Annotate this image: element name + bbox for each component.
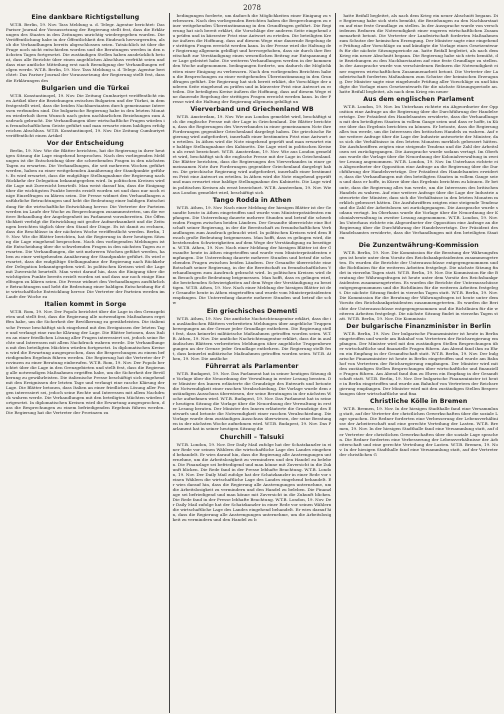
article-heading: Vor der Entscheidung (46, 139, 124, 147)
article-body: W.T.B. Berlin, 19. Nov. Die Kommission für die Beratung der Währungsfragen ist heute unter dem Vorsitz des Reichsbankpräsidenten zusammengetreten. Es wurden die Berichte der Unterausschüsse entgegengenommen und die Richtlinien für die weiteren Arbeiten festgelegt. Die nächste Sitzung findet in vierzehn Tagen statt. W.T.B. Berlin, 19. Nov. Die Kommission für die Beratung der Währungsfragen ist heute unter dem Vorsitz des Reichsbankpräsidenten zusammengetreten. Es wurden die Berichte der Unterausschüsse entgegengenommen und die Richtlinien für die weiteren Arbeiten festgelegt. Die nächste Sitzung findet in vierzehn Tagen statt. W.T.B. Berlin, 19. Nov. Die Kommission für die Beratung der Währungsfragen ist heute unter dem Vorsitz des Reichsbankpräsidenten zusammengetreten. Es wurden die Berichte der Unterausschüsse entgegengenommen und die Richtlinien für die weiteren Arbeiten festgelegt. Die nächste Sitzung findet in vierzehn Tagen statt. W.T.B. Berlin, 19. Nov. Die Kommissio (339, 250, 499, 321)
article-heading: Die Zunzentwährung-Kommission (358, 242, 479, 250)
article (6, 85, 165, 138)
article-body: W.T.B. Konstantinopel, 19. Nov. Die Zeitung Cumhuriyet veröffentlicht einen Artikel über die Beziehungen zwischen Bulgarien und der Türkei, in dem festgestellt wird, dass die beiden Nachbarstaaten durch gemeinsame Interessen verbunden sind. Die bulgarische Regierung habe in den letzten Monaten wiederholt ihren Wunsch nach guten nachbarlichen Beziehungen zum Ausdruck gebracht. Die Verhandlungen über wirtschaftliche Fragen würden in freundschaftlichem Geiste geführt und man erwarte einen baldigen erfolgreichen Abschluss. W.T.B. Konstantinopel, 19. Nov. Die Zeitung Cumhuriyet veröffentlicht einen Artikel (6, 92, 165, 138)
article-heading: Christliche Kölle in Bremen (370, 398, 468, 406)
article-body: W.T.B. Berlin, 19. Nov. Der bulgarische Finanzminister ist heute in Berlin eingetroffen und wurde am Bahnhof von Vertretern der Reichsregierung empfangen. Der Minister wird mit den zuständigen Stellen Besprechungen über wirtschaftliche und finanzielle Fragen führen. Am Abend fand ihm zu Ehren ein Empfang in der Gesandtschaft statt. W.T.B. Berlin, 19. Nov. Der bulgarische Finanzminister ist heute in Berlin eingetroffen und wurde am Bahnhof von Vertretern der Reichsregierung empfangen. Der Minister wird mit den zuständigen Stellen Besprechungen über wirtschaftliche und finanzielle Fragen führen. Am Abend fand ihm zu Ehren ein Empfang in der Gesandtschaft statt. W.T.B. Berlin, 19. Nov. Der bulgarische Finanzminister ist heute in Berlin eingetroffen und wurde am Bahnhof von Vertretern der Reichsregierung empfangen. Der Minister wird mit den zuständigen Stellen Besprechungen über wirtschaftliche und fina (339, 330, 499, 397)
article-body: W.T.B. Berlin, 19. Nov. Tass Meldung u. d. Telegr. Agentur berichtet: Das Pariser Journal der Voraussetzung der Regierung stellt fest, dass die Erklärungen des Staates in den Zeitungen unrichtig wiedergegeben wurden. Die Veröffentlichung habe in der Öffentlichkeit den Eindruck hervorgerufen, als ob die Verhandlungen bereits abgeschlossen seien. Tatsächlich ist über die Frage noch nicht entschieden worden und die Beratungen werden in den nächsten Tagen fortgesetzt. Die zuständigen Stellen haben ausdrücklich betont, dass alle Berichte über einen angeblichen Abschluss verfrüht seien und dass eine amtliche Mitteilung erst nach Beendigung der Verhandlungen erfolgen werde. W.T.B. Berlin, 19. Nov. Tass Meldung u. d. Telegr. Agentur berichtet: Das Pariser Journal der Voraussetzung der Regierung stellt fest, dass die Erklärungen des (6, 22, 165, 83)
article-body: W.T.B. Athen, 19. Nov. Nach einer Meldung der hiesigen Blätter ist der Gesandte heute in Athen eingetroffen und wurde vom Ministerpräsidenten empfangen. Die Unterredung dauerte mehrere Stunden und betraf die schwebenden Fragen zwischen beiden Ländern. Der Gesandte überreichte eine Botschaft seiner Regierung, in der die Bereitschaft zu freundschaftlichen Verhandlungen zum Ausdruck gebracht wird. In politischen Kreisen wird dem Besuch große Bedeutung beigemessen. Man hofft, dass es gelingen wird, die bestehenden Schwierigkeiten auf dem Wege der Verständigung zu beseitigen. W.T.B. Athen, 19. Nov. Nach einer Meldung der hiesigen Blätter ist der Gesandte heute in Athen eingetroffen und wurde vom Ministerpräsidenten empfangen. Die Unterredung dauerte mehrere Stunden und betraf die schwebenden Fragen zwischen beiden Ländern. Der Gesandte überreichte eine Botschaft seiner Regierung, in der die Bereitschaft zu freundschaftlichen Verhandlungen zum Ausdruck gebracht wird. In politischen Kreisen wird dem Besuch große Bedeutung beigemessen. Man hofft, dass es gelingen wird, die bestehenden Schwierigkeiten auf dem Wege der Verständigung zu beseitigen. W.T.B. Athen, 19. Nov. Nach einer Meldung der hiesigen Blätter ist der Gesandte heute in Athen eingetroffen und wurde vom Ministerpräsidenten empfangen. Die Unterredung dauerte mehrere Stunden und betraf die schw (172, 204, 332, 306)
article-heading: Tango Rodda in Athen (212, 196, 292, 204)
column-2 (169, 13, 332, 713)
article (339, 96, 498, 240)
article (173, 197, 332, 306)
article (339, 398, 498, 456)
article-body: W.T.B. Amsterdam, 19. Nov. Wie aus London gemeldet wird, beschäftigt sich die englische Presse mit der Lage in Griechenland. Die Blätter berichten, dass die Regierungen des Vierverbandes in einer gemeinsamen Note ihre Forderungen gegenüber Griechenland dargelegt haben. Die griechische Regierung wird aufgefordert, innerhalb einer bestimmten Frist eine Antwort zu erteilen. In Athen wird die Note eingehend geprüft und man erwartet eine baldige Stellungnahme des Kabinetts. Die Lage wird in politischen Kreisen als ernst bezeichnet. W.T.B. Amsterdam, 19. Nov. Wie aus London gemeldet wird, beschäftigt sich die englische Presse mit der Lage in Griechenland. Die Blätter berichten, dass die Regierungen des Vierverbandes in einer gemeinsamen Note ihre Forderungen gegenüber Griechenland dargelegt haben. Die griechische Regierung wird aufgefordert, innerhalb einer bestimmten Frist eine Antwort zu erteilen. In Athen wird die Note eingehend geprüft und man erwartet eine baldige Stellungnahme des Kabinetts. Die Lage wird in politischen Kreisen als ernst bezeichnet. W.T.B. Amsterdam, 19. Nov. Wie aus London gemeldet wird, beschäftigt sich (172, 113, 332, 195)
article (6, 301, 165, 415)
columns (6, 13, 498, 713)
article-heading: Ein griechisches Dementi (206, 307, 298, 315)
article-heading: Aus dem englischen Parlament (363, 95, 475, 103)
article-body: W.T.B. London, 19. Nov. Im Unterhaus richtete ein Abgeordneter der Opposition eine Anfrage an die Regierung über die Durchführung der Handelsverträge. Der Präsident des Handelsamtes erwiderte, dass die Verhandlungen mit den beteiligten Staaten in vollem Gange seien und dass er hoffe, in Kürze über das Ergebnis berichten zu können. Er betonte, dass die Regierung alles tun werde, um die Interessen des britischen Handels zu wahren. Auf eine weitere Anfrage über die Lage der Industrie antwortete der Minister, dass sich die Verhältnisse in den letzten Monaten merklich gebessert hätten. Die Ausfuhrziffern zeigten eine steigende Tendenz und die Zahl der Arbeitslosen sei zurückgegangen. Die Aussprache wurde sodann vertagt. Im Oberhaus wurde die Vorlage über die Neuordnung der Kolonialverwaltung in zweiter Lesung angenommen. W.T.B. London, 19. Nov. Im Unterhaus richtete ein Abgeordneter der Opposition eine Anfrage an die Regierung über die Durchführung der Handelsverträge. Der Präsident des Handelsamtes erwiderte, dass die Verhandlungen mit den beteiligten Staaten in vollem Gange seien und dass er hoffe, in Kürze über das Ergebnis berichten zu können. Er betonte, dass die Regierung alles tun werde, um die Interessen des britischen Handels zu wahren. Auf eine weitere Anfrage über die Lage der Industrie antwortete der Minister, dass sich die Verhältnisse in den letzten Monaten merklich gebessert hätten. Die Ausfuhrziffern zeigten eine steigende Tendenz und die Zahl der Arbeitslosen sei zurückgegangen. Die Aussprache wurde sodann vertagt. Im Oberhaus wurde die Vorlage über die Neuordnung der Kolonialverwaltung in zweiter Lesung angenommen. W.T.B. London, 19. Nov. Im Unterhaus richtete ein Abgeordneter der Opposition eine Anfrage an die Regierung über die Durchführung der Handelsverträge. Der Präsident des Handelsamtes erwiderte, dass die Verhandlungen mit den beteiligten Staaten (339, 103, 499, 240)
article (339, 323, 498, 397)
article-body: W.T.B. Budapest, 19. Nov. Das Parlament hat in seiner heutigen Sitzung die Vorlage über die Neuordnung der Verwaltung in erster Lesung beraten. Der Minister des Innern erläuterte die Grundzüge des Entwurfs und betonte die Notwendigkeit einer raschen Verabschiedung. Die Vorlage wurde dem zuständigen Ausschuss überwiesen, der seine Beratungen in der nächsten Woche aufnehmen wird. W.T.B. Budapest, 19. Nov. Das Parlament hat in seiner heutigen Sitzung die Vorlage über die Neuordnung der Verwaltung in erster Lesung beraten. Der Minister des Innern erläuterte die Grundzüge des Entwurfs und betonte die Notwendigkeit einer raschen Verabschiedung. Die Vorlage wurde dem zuständigen Ausschuss überwiesen, der seine Beratungen in der nächsten Woche aufnehmen wird. W.T.B. Budapest, 19. Nov. Das Parlament hat in seiner heutigen Sitzung die (172, 370, 332, 432)
column-1 (6, 13, 165, 713)
article (173, 363, 332, 432)
article (173, 434, 332, 523)
article-body: W.T.B. London, 19. Nov. Der Daily Mail zufolge hat der Schatzkanzler in einer Rede vor seinen Wählern die wirtschaftliche Lage des Landes eingehend behandelt. Er wies darauf hin, dass die Regierung alle Anstrengungen unternehme, um die Arbeitslosigkeit zu vermindern und den Handel zu beleben. Die Finanzlage sei befriedigend und man könne mit Zuversicht in die Zukunft blicken. Die Rede fand in der Presse lebhafte Beachtung. W.T.B. London, 19. Nov. Der Daily Mail zufolge hat der Schatzkanzler in einer Rede vor seinen Wählern die wirtschaftliche Lage des Landes eingehend behandelt. Er wies darauf hin, dass die Regierung alle Anstrengungen unternehme, um die Arbeitslosigkeit zu vermindern und den Handel zu beleben. Die Finanzlage sei befriedigend und man könne mit Zuversicht in die Zukunft blicken. Die Rede fand in der Presse lebhafte Beachtung. W.T.B. London, 19. Nov. Der Daily Mail zufolge hat der Schatzkanzler in einer Rede vor seinen Wählern die wirtschaftliche Lage des Landes eingehend behandelt. Er wies darauf hin, dass die Regierung alle Anstrengungen unternehme, um die Arbeitslosigkeit zu vermindern und den Handel zu b (172, 441, 332, 523)
article-heading: Italien kommt in Sorge (44, 301, 127, 309)
article (173, 106, 332, 195)
article-body: W.T.B. Bremen, 19. Nov. In der hiesigen Stadthalle fand eine Versammlung statt, auf der Vertreter der christlichen Gewerkschaften über die soziale Lage sprachen. Die Redner forderten eine Verbesserung der Lebensverhältnisse der Arbeiterschaft und eine gerechte Verteilung der Lasten. W.T.B. Bremen, 19. Nov. In der hiesigen Stadthalle fand eine Versammlung statt, auf der Vertreter der christlichen Gewerkschaften über die soziale Lage sprachen. Die Redner forderten eine Verbesserung der Lebensverhältnisse der Arbeiterschaft und eine gerechte Verteilung der Lasten. W.T.B. Bremen, 19. Nov. In der hiesigen Stadthalle fand eine Versammlung statt, auf der Vertreter der christlichen G (339, 406, 499, 457)
article-body: bedingungen forderte, um dadurch die Möglichkeiten einer Einigung zu verbessern. Nach den vorliegenden Berichten haben die Besprechungen zu einer weitgehenden Übereinstimmung in den Grundfragen geführt. Die Regierung hat sich bereit erklärt, die Vorschläge der anderen Seite eingehend zu prüfen und in kürzester Frist eine Antwort zu erteilen. Die beteiligten Kreise äußern die Hoffnung, dass auf diesem Wege eine dauernde Regelung der strittigen Fragen erreicht werden kann. In der Presse wird die Haltung der Regierung allgemein gebilligt und hervorgehoben, dass sie durch ihre Bereitschaft zur Verständigung einen wesentlichen Beitrag zur Entspannung der Lage geleistet habe. Die weiteren Verhandlungen werden in der kommenden Woche aufgenommen. bedingungen forderte, um dadurch die Möglichkeiten einer Einigung zu verbessern. Nach den vorliegenden Berichten haben die Besprechungen zu einer weitgehenden Übereinstimmung in den Grundfragen geführt. Die Regierung hat sich bereit erklärt, die Vorschläge der anderen Seite eingehend zu prüfen und in kürzester Frist eine Antwort zu erteilen. Die beteiligten Kreise äußern die Hoffnung, dass auf diesem Wege eine dauernde Regelung der strittigen Fragen erreicht werden kann. In der Presse wird die Haltung der Regierung allgemein gebilligt un (172, 13, 332, 104)
article-heading: Eine dankbare Richtigstellung (31, 14, 140, 21)
article-body: W.T.B. Athen, 19. Nov. Die amtliche Nachrichtenagentur erklärt, dass die in ausländischen Blättern verbreiteten Meldungen über angebliche Truppenbewegungen an der Grenze jeder Grundlage entbehren. Die Regierung stellt fest, dass keinerlei militärische Maßnahmen getroffen worden seien. W.T.B. Athen, 19. Nov. Die amtliche Nachrichtenagentur erklärt, dass die in ausländischen Blättern verbreiteten Meldungen über angebliche Truppenbewegungen an der Grenze jeder Grundlage entbehren. Die Regierung stellt fest, dass keinerlei militärische Maßnahmen getroffen worden seien. W.T.B. Athen, 19. Nov. Die amtliche (172, 315, 332, 361)
article-heading: Vierverband und Griechenland WB (190, 105, 314, 113)
article-heading: Churchill – Talsuki (219, 433, 285, 441)
article (6, 14, 165, 83)
article (173, 13, 332, 104)
article (339, 242, 498, 321)
article-body: Berlin, 19. Nov. Wie die Blätter berichten, hat die Regierung in ihrer heutigen Sitzung die Lage eingehend besprochen. Nach den vorliegenden Meldungen ist die Entscheidung über die schwebenden Fragen in den nächsten Tagen zu erwarten. Die Verhandlungen, die seit mehreren Wochen geführt werden, haben zu einer weitgehenden Annäherung der Standpunkte geführt. Es wird erwartet, dass die endgültige Stellungnahme der Regierung nach Rückkehr der Delegation bekanntgegeben wird. In politischen Kreisen wird die Lage mit Zuversicht beurteilt. Man weist darauf hin, dass die Einigung über die wichtigsten Punkte bereits erzielt worden sei und dass nur noch einige Einzelfragen zu klären seien. Die Presse widmet den Verhandlungen ausführliche Betrachtungen und hebt die Bedeutung einer baldigen Entscheidung für die wirtschaftliche Entwicklung hervor. Die Vertreter der Parteien werden im Laufe der Woche zu Besprechungen zusammentreten, um die weitere Behandlung der Angelegenheit im Parlament vorzubereiten. Die Öffentlichkeit verfolgt die Entwicklung mit großer Aufmerksamkeit und die Zeitungen berichten täglich über den Stand der Dinge. Es ist damit zu rechnen, dass die Beschlüsse in der nächsten Woche veröffentlicht werden. Berlin, 19. Nov. Wie die Blätter berichten, hat die Regierung in ihrer heutigen Sitzung die Lage eingehend besprochen. Nach den vorliegenden Meldungen ist die Entscheidung über die schwebenden Fragen in den nächsten Tagen zu erwarten. Die Verhandlungen, die seit mehreren Wochen geführt werden, haben zu einer weitgehenden Annäherung der Standpunkte geführt. Es wird erwartet, dass die endgültige Stellungnahme der Regierung nach Rückkehr der Delegation bekanntgegeben wird. In politischen Kreisen wird die Lage mit Zuversicht beurteilt. Man weist darauf hin, dass die Einigung über die wichtigsten Punkte bereits erzielt worden sei und dass nur noch einige Einzelfragen zu klären seien. Die Presse widmet den Verhandlungen ausführliche Betrachtungen und hebt die Bedeutung einer baldigen Entscheidung für die wirtschaftliche Entwicklung hervor. Die Vertreter der Parteien werden im Laufe der Woche zu (6, 147, 165, 300)
article-heading: Bulgarien und die Türkei (41, 84, 130, 92)
article-heading: Führerrat als Parlamenter (205, 362, 299, 370)
article (173, 308, 332, 361)
article-heading: Der bulgarische Finanzminister in Berlin (346, 322, 492, 330)
article (339, 13, 498, 94)
article (6, 140, 165, 299)
article-body: hatte Beifall begleitet, als nach dem Krieg ein neuer Abschnitt begann. Die Regierung habe sich stets bemüht, die Beziehungen zu den Nachbarstaaten auf eine feste Grundlage zu stellen. In der Aussprache wurde von verschiedenen Rednern die Notwendigkeit einer engeren wirtschaftlichen Zusammenarbeit betont. Die Vertreter der Landwirtschaft forderten Maßnahmen zum Schutze der heimischen Erzeugung. Der Minister sagte eine eingehende Prüfung aller Vorschläge zu und kündigte die Vorlage eines Gesetzentwurfs für die nächste Sitzungsperiode an. hatte Beifall begleitet, als nach dem Krieg ein neuer Abschnitt begann. Die Regierung habe sich stets bemüht, die Beziehungen zu den Nachbarstaaten auf eine feste Grundlage zu stellen. In der Aussprache wurde von verschiedenen Rednern die Notwendigkeit einer engeren wirtschaftlichen Zusammenarbeit betont. Die Vertreter der Landwirtschaft forderten Maßnahmen zum Schutze der heimischen Erzeugung. Der Minister sagte eine eingehende Prüfung aller Vorschläge zu und kündigte die Vorlage eines Gesetzentwurfs für die nächste Sitzungsperiode an. hatte Beifall begleitet, als nach dem Krieg ein neuer (339, 13, 499, 94)
page-number: 2078 (243, 4, 261, 12)
column-3 (335, 13, 498, 713)
article-body: W.T.B. Rom, 19. Nov. Der Popolo berichtet über die Lage in den Grenzgebieten und stellt fest, dass die Regierung alle notwendigen Maßnahmen ergriffen habe, um die Sicherheit der Bevölkerung zu gewährleisten. Die italienische Presse beschäftigt sich eingehend mit den Ereignissen der letzten Tage und verlangt eine rasche Klärung der Lage. Die Blätter betonen, dass Italien an einer friedlichen Lösung aller Fragen interessiert sei, jedoch seine Rechte und Interessen mit allem Nachdruck wahren werde. Die Verhandlungen mit den beteiligten Mächten würden fortgesetzt. In diplomatischen Kreisen wird die Erwartung ausgesprochen, dass die Besprechungen zu einem befriedigenden Ergebnis führen werden. Die Regierung hat die Vertreter der Provinzen zu einer Beratung einberufen. W.T.B. Rom, 19. Nov. Der Popolo berichtet über die Lage in den Grenzgebieten und stellt fest, dass die Regierung alle notwendigen Maßnahmen ergriffen habe, um die Sicherheit der Bevölkerung zu gewährleisten. Die italienische Presse beschäftigt sich eingehend mit den Ereignissen der letzten Tage und verlangt eine rasche Klärung der Lage. Die Blätter betonen, dass Italien an einer friedlichen Lösung aller Fragen interessiert sei, jedoch seine Rechte und Interessen mit allem Nachdruck wahren werde. Die Verhandlungen mit den beteiligten Mächten würden fortgesetzt. In diplomatischen Kreisen wird die Erwartung ausgesprochen, dass die Besprechungen zu einem befriedigenden Ergebnis führen werden. Die Regierung hat die Vertreter der Provinzen zu (6, 309, 165, 416)
